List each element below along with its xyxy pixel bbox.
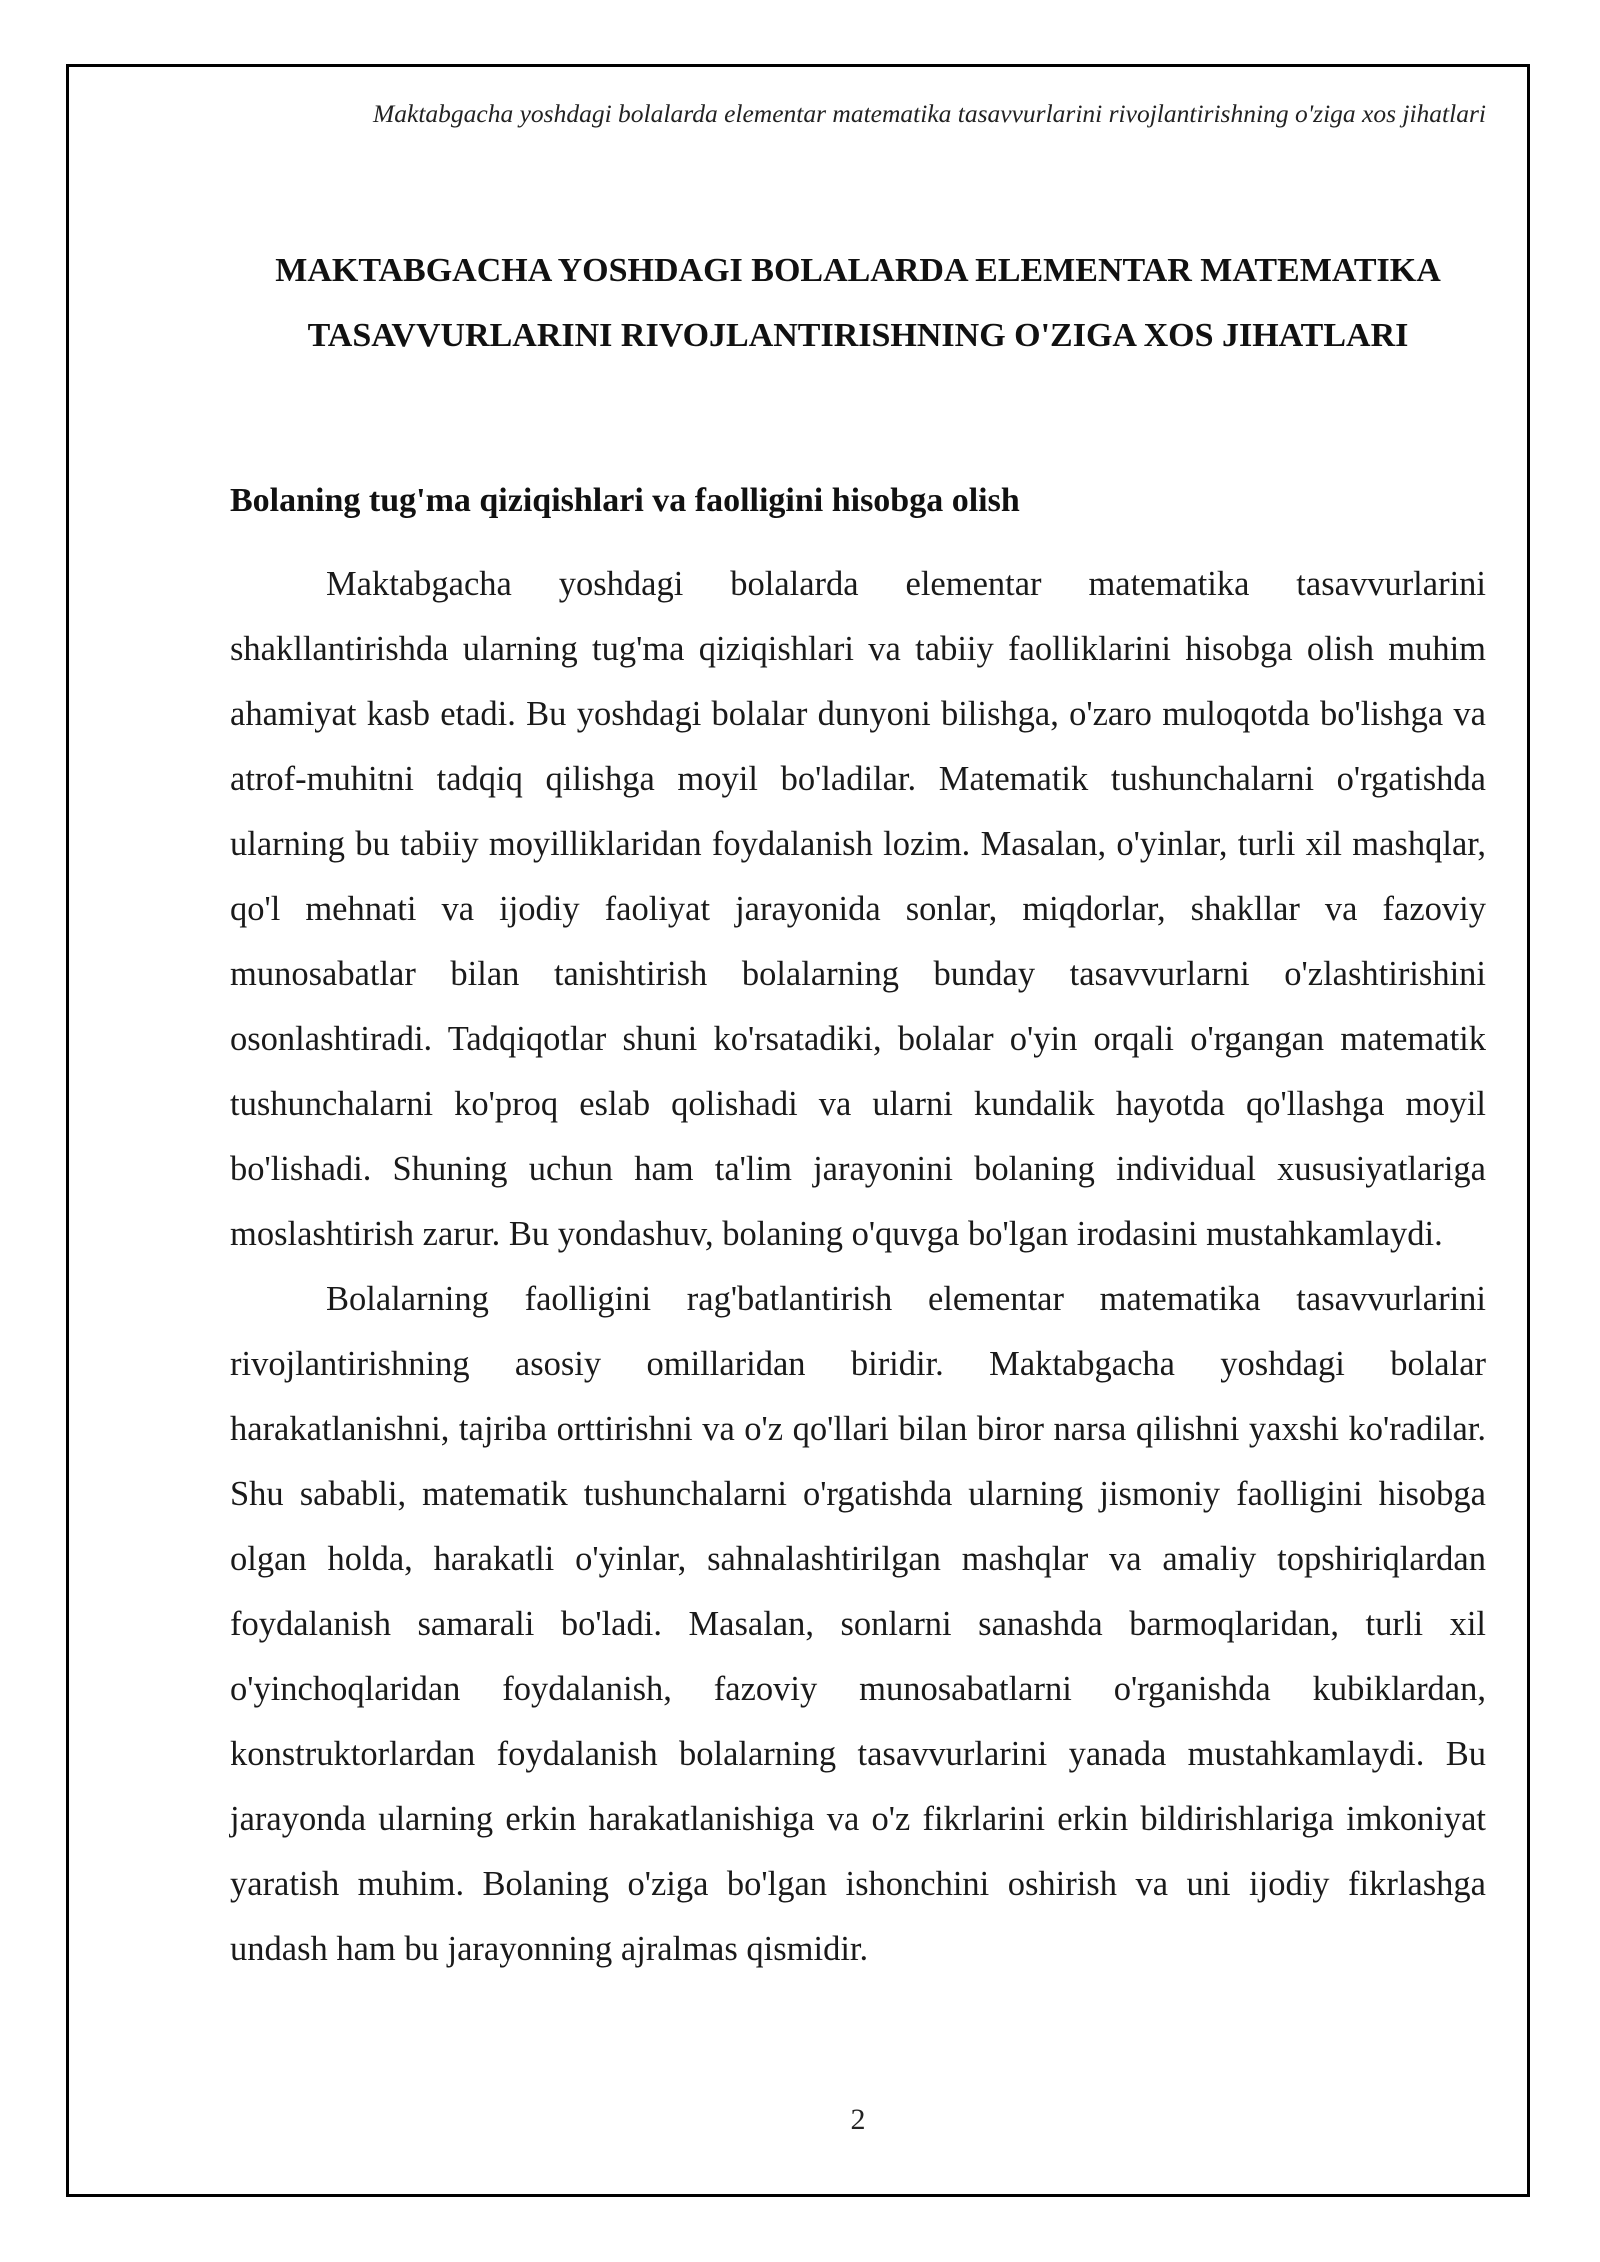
paragraph-2: Bolalarning faolligini rag'batlantirish elementar matematika tasavvurlarini rivojlantirishning asosiy omillaridan biridir. Maktabgacha yoshdagi bolalar harakatlanishni, tajriba orttirishni va o'z qo'llari bilan biror narsa qilishni yaxshi ko'radilar. Shu sababli, matematik tushunchalarni o'rgatishda ularning jismoniy faolligini hisobga olgan holda, harakatli o'yinlar, sahnalashtirilgan mashqlar va amaliy topshiriqlardan foydalanish samarali bo'ladi. Masalan, sonlarni sanashda barmoqlaridan, turli xil o'yinchoqlaridan foydalanish, fazoviy munosabatlarni o'rganishda kubiklardan, konstruktorlardan foydalanish bolalarning tasavvurlarini yanada mustahkamlaydi. Bu jarayonda ularning erkin harakatlanishiga va o'z fikrlarini erkin bildirishlariga imkoniyat yaratish muhim. Bolaning o'ziga bo'lgan ishonchini oshirish va uni ijodiy fikrlashga undash ham bu jarayonning ajralmas qismidir. bbox=[230, 1280, 1486, 1968]
page-number: 2 bbox=[850, 2103, 866, 2136]
paragraph-1: Maktabgacha yoshdagi bolalarda elementar matematika tasavvurlarini shakllantirishda ularning tug'ma qiziqishlari va tabiiy faolliklarini hisobga olish muhim ahamiyat kasb etadi. Bu yoshdagi bolalar dunyoni bilishga, o'zaro muloqotda bo'lishga va atrof-muhitni tadqiq qilishga moyil bo'ladilar. Matematik tushunchalarni o'rgatishda ularning bu tabiiy moyilliklaridan foydalanish lozim. Masalan, o'yinlar, turli xil mashqlar, qo'l mehnati va ijodiy faoliyat jarayonida sonlar, miqdorlar, shakllar va fazoviy munosabatlar bilan tanishtirish bolalarning bunday tasavvurlarni o'zlashtirishini osonlashtiradi. Tadqiqotlar shuni ko'rsatadiki, bolalar o'yin orqali o'rgangan matematik tushunchalarni ko'proq eslab qolishadi va ularni kundalik hayotda qo'llashga moyil bo'lishadi. Shuning uchun ham ta'lim jarayonini bolaning individual xususiyatlariga moslashtirish zarur. Bu yondashuv, bolaning o'quvga bo'lgan irodasini mustahkamlaydi. bbox=[230, 565, 1486, 1253]
body-text bbox=[230, 552, 1486, 1982]
running-header: Maktabgacha yoshdagi bolalarda elementar matematika tasavvurlarini rivojlantirishning o'ziga xos jihatlari bbox=[373, 99, 1486, 128]
document-title: MAKTABGACHA YOSHDAGI BOLALARDA ELEMENTAR MATEMATIKA TASAVVURLARINI RIVOJLANTIRISHNING O'ZIGA XOS JIHATLARI bbox=[275, 252, 1441, 354]
section-heading: Bolaning tug'ma qiziqishlari va faolligini hisobga olish bbox=[230, 482, 1020, 519]
